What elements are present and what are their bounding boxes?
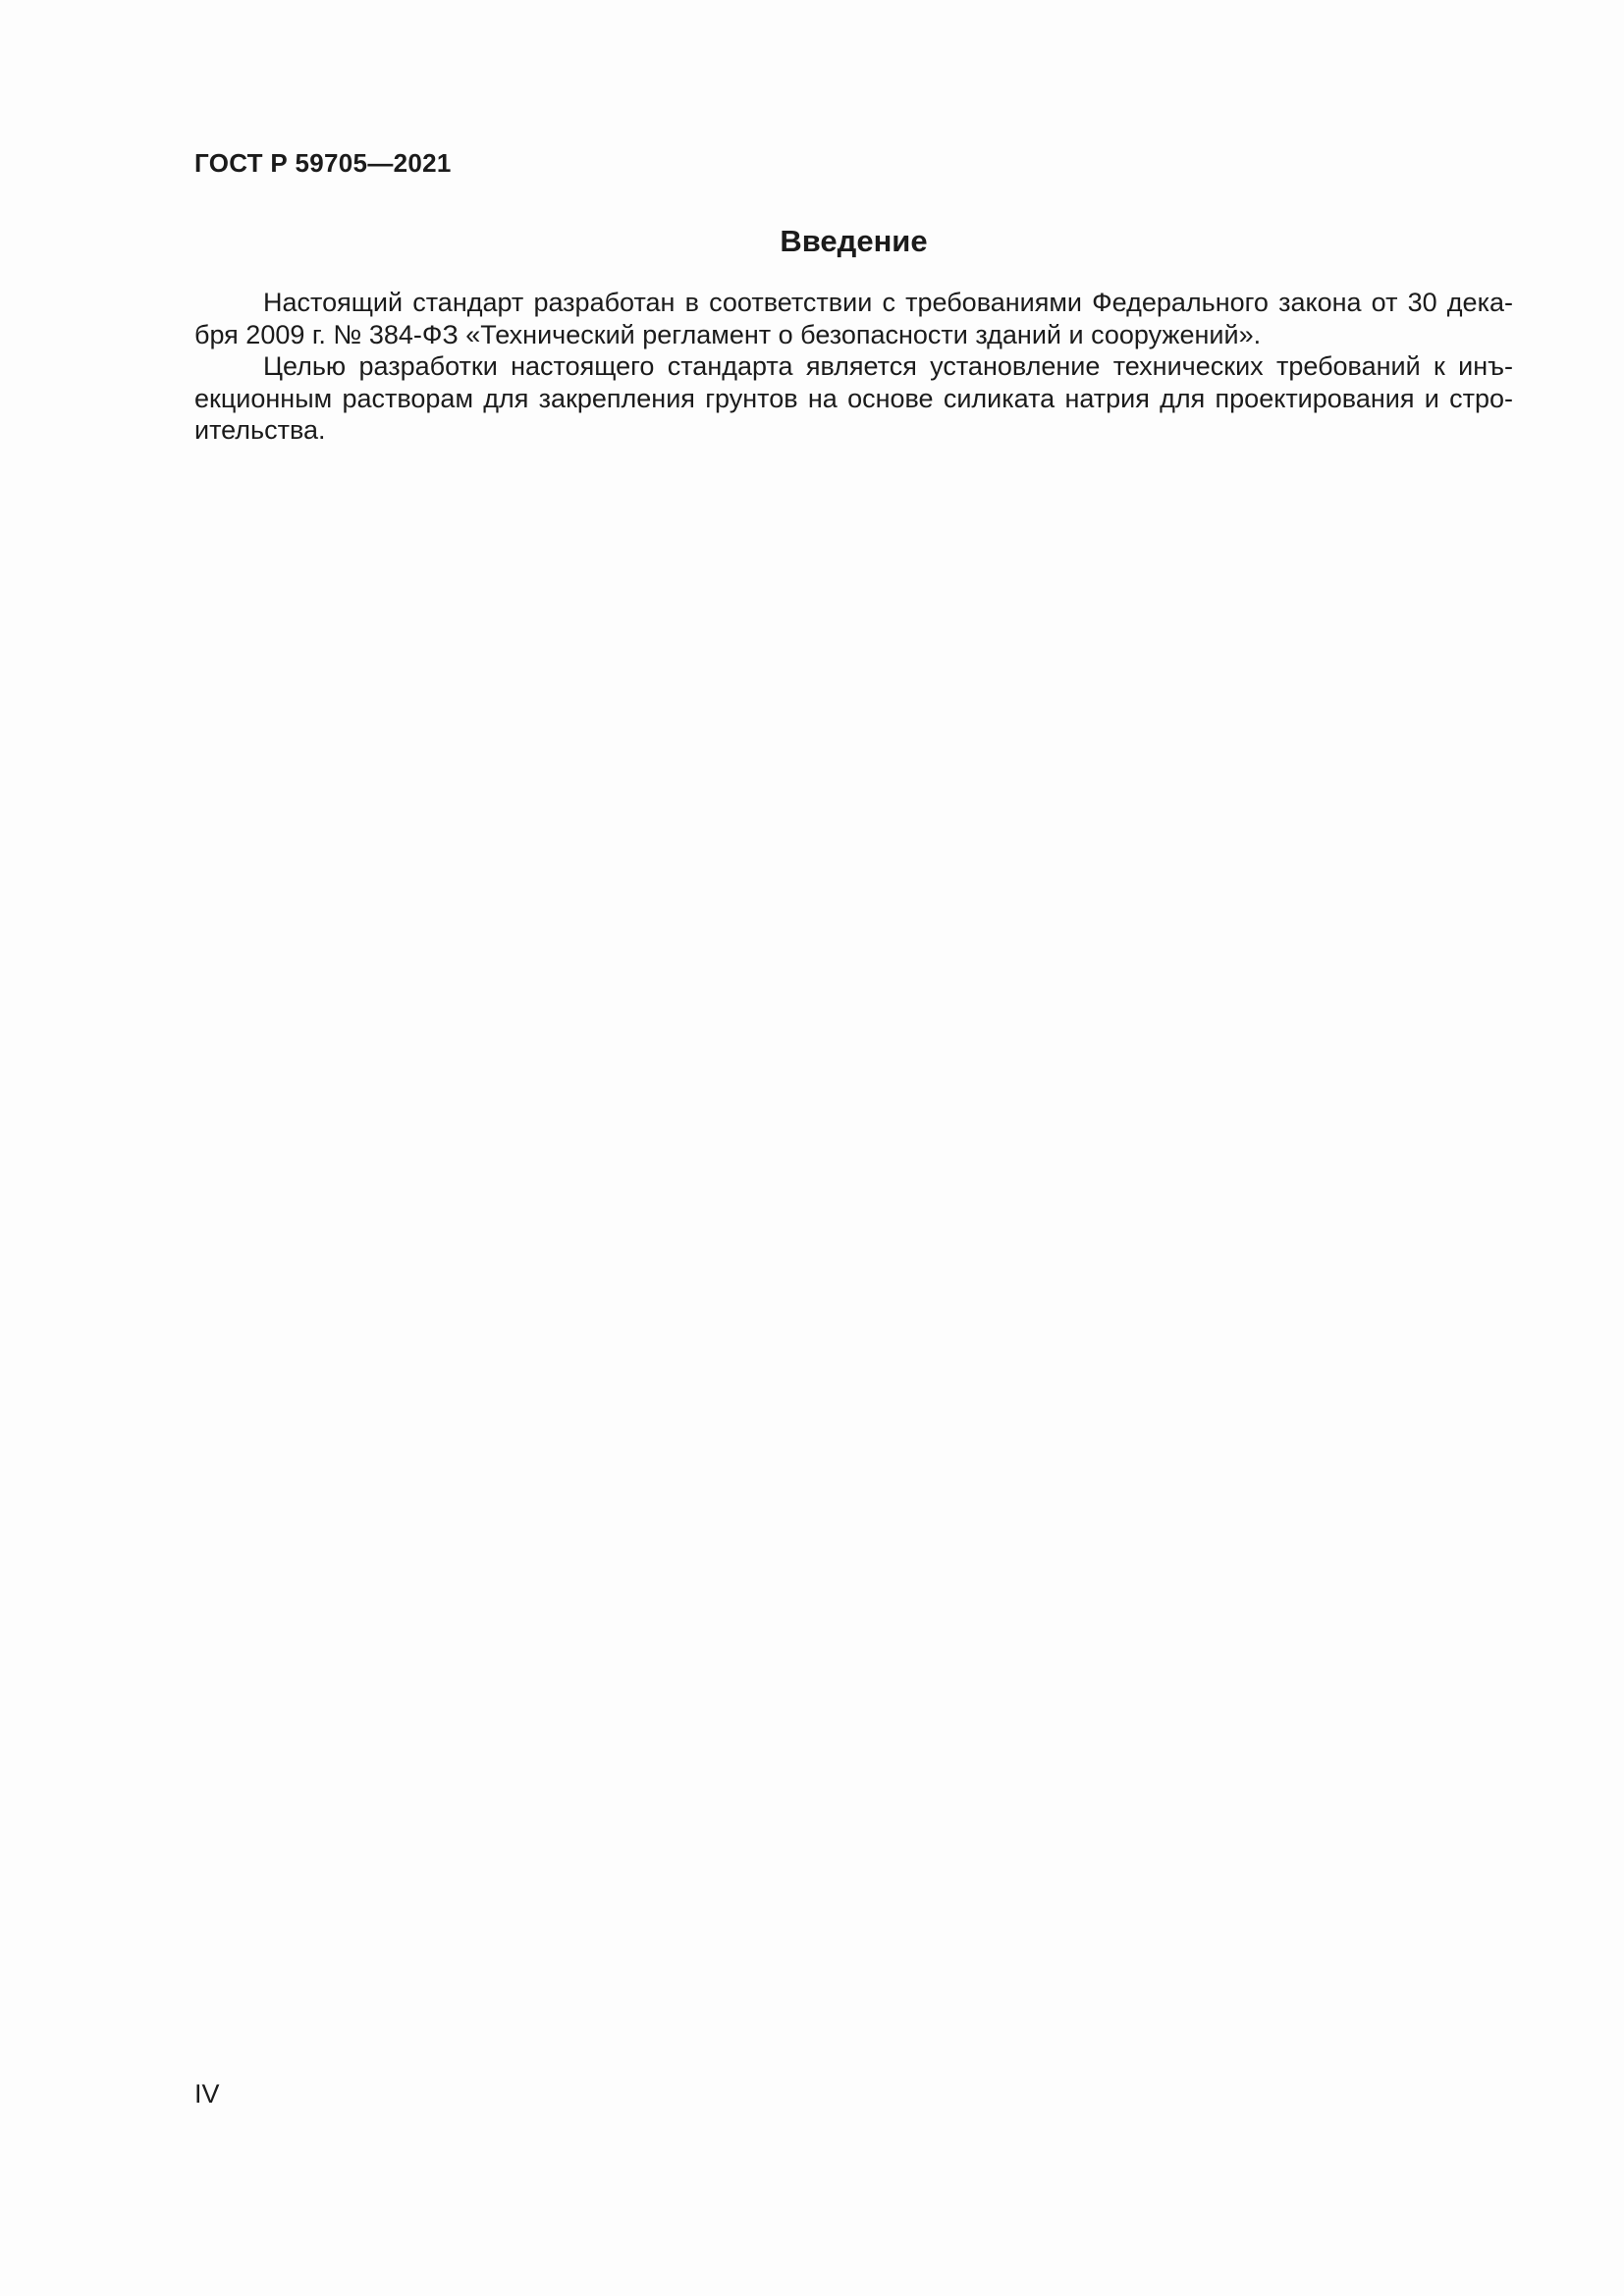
introduction-text (194, 287, 1513, 447)
paragraph-line: екционным растворам для закрепления грунтов на основе силиката натрия для проектирования и стро- (194, 383, 1513, 413)
paragraph-line: бря 2009 г. № 384-ФЗ «Технический регламент о безопасности зданий и сооружений». (194, 319, 1262, 349)
paragraph-line: ительства. (194, 415, 326, 445)
paragraph-line: Настоящий стандарт разработан в соответствии с требованиями Федерального закона от 30 дека- (263, 288, 1513, 317)
document-code: ГОСТ Р 59705—2021 (194, 148, 452, 178)
paragraph-line: Целью разработки настоящего стандарта является установление технических требований к инъ- (263, 351, 1513, 381)
paragraph-2 (194, 350, 1513, 447)
paragraph-1 (194, 287, 1513, 350)
section-title: Введение (780, 224, 928, 258)
page-number: IV (194, 2079, 220, 2109)
